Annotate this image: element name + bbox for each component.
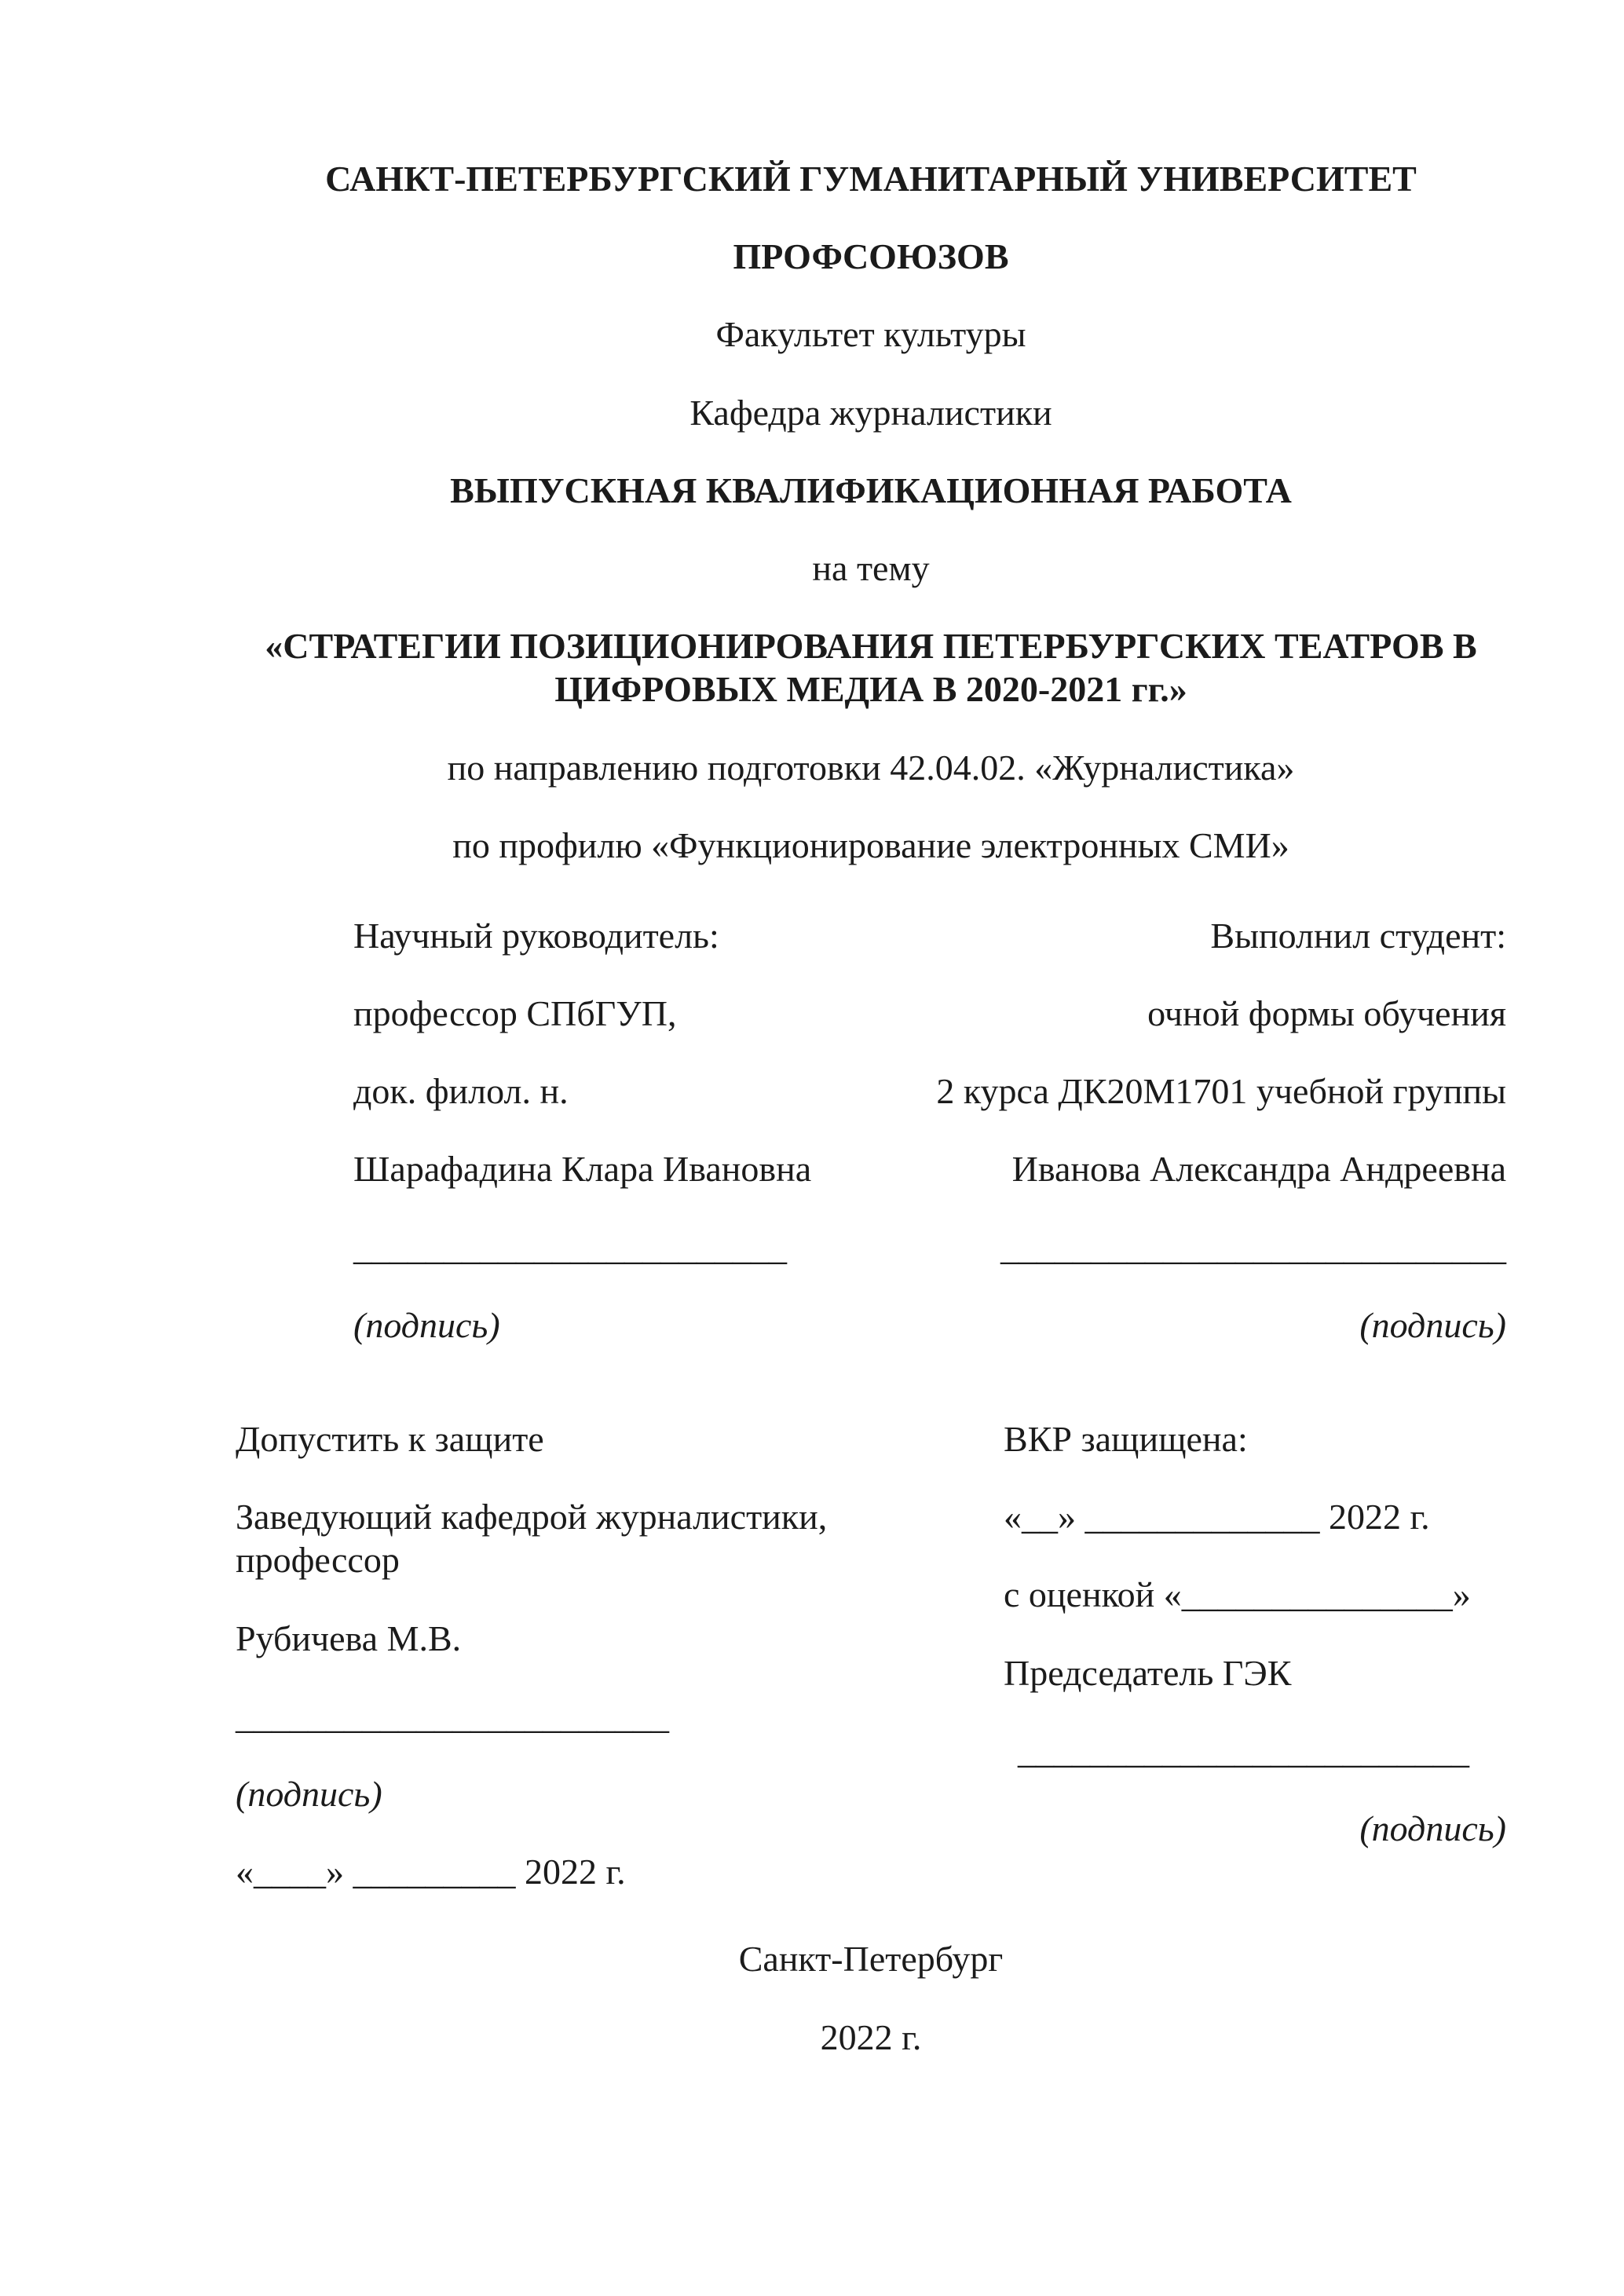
admission-signature-label: (подпись) — [236, 1773, 382, 1814]
admission-block — [236, 1417, 958, 1928]
profile-line: по профилю «Функционирование электронных СМИ» — [452, 824, 1289, 865]
direction-line: по направлению подготовки 42.04.02. «Журналистика» — [447, 747, 1295, 788]
supervisor-name: Шарафадина Клара Ивановна — [353, 1149, 812, 1190]
admission-position: Заведующий кафедрой журналистики, профессор — [236, 1497, 828, 1581]
student-label: Выполнил студент: — [1210, 915, 1506, 956]
supervisor-signature-line: ________________________ — [353, 1227, 787, 1267]
defense-signature-line: _________________________ — [1018, 1730, 1469, 1771]
university-name-line1: САНКТ-ПЕТЕРБУРГСКИЙ ГУМАНИТАРНЫЙ УНИВЕРСИТЕТ — [325, 159, 1417, 199]
defense-block — [1004, 1417, 1506, 1885]
defense-heading: ВКР защищена: — [1004, 1419, 1248, 1459]
student-signature-label: (подпись) — [1359, 1304, 1506, 1345]
department-name: Кафедра журналистики — [689, 392, 1052, 433]
student-group: 2 курса ДК20М1701 учебной группы — [936, 1071, 1506, 1112]
thesis-title: «СТРАТЕГИИ ПОЗИЦИОНИРОВАНИЯ ПЕТЕРБУРГСКИХ ТЕАТРОВ В ЦИФРОВЫХ МЕДИА В 2020-2021 гг.» — [265, 626, 1477, 710]
defense-grade-line: с оценкой «_______________» — [1004, 1574, 1471, 1615]
supervisor-block — [236, 914, 930, 1381]
work-type-heading: ВЫПУСКНАЯ КВАЛИФИКАЦИОННАЯ РАБОТА — [450, 470, 1292, 510]
faculty-name: Факультет культуры — [715, 314, 1026, 355]
supervisor-degree: док. филол. н. — [353, 1071, 569, 1112]
admission-name: Рубичева М.В. — [236, 1618, 462, 1658]
approval-section — [236, 1417, 1506, 1928]
supervisor-position: профессор СПбГУП, — [353, 993, 677, 1034]
admission-heading: Допустить к защите — [236, 1419, 544, 1459]
defense-chair: Председатель ГЭК — [1004, 1652, 1292, 1693]
admission-signature-line: ________________________ — [236, 1695, 669, 1736]
student-block — [930, 914, 1506, 1381]
university-name-line2: ПРОФСОЮЗОВ — [733, 236, 1009, 277]
student-name: Иванова Александра Андреевна — [1011, 1149, 1506, 1190]
admission-date-line: «____» _________ 2022 г. — [236, 1852, 626, 1892]
defense-signature-label: (подпись) — [1359, 1808, 1506, 1848]
supervisor-signature-label: (подпись) — [353, 1304, 500, 1345]
student-study-form: очной формы обучения — [1147, 993, 1506, 1034]
footer-year: 2022 г. — [820, 2016, 922, 2057]
student-signature-line: ____________________________ — [1000, 1227, 1506, 1267]
footer-city: Санкт-Петербург — [738, 1939, 1004, 1980]
page-footer — [236, 1937, 1506, 2058]
supervisor-label: Научный руководитель: — [353, 915, 719, 956]
topic-intro: на тему — [812, 547, 930, 588]
people-section — [236, 914, 1506, 1381]
defense-date-line: «__» _____________ 2022 г. — [1004, 1497, 1430, 1537]
